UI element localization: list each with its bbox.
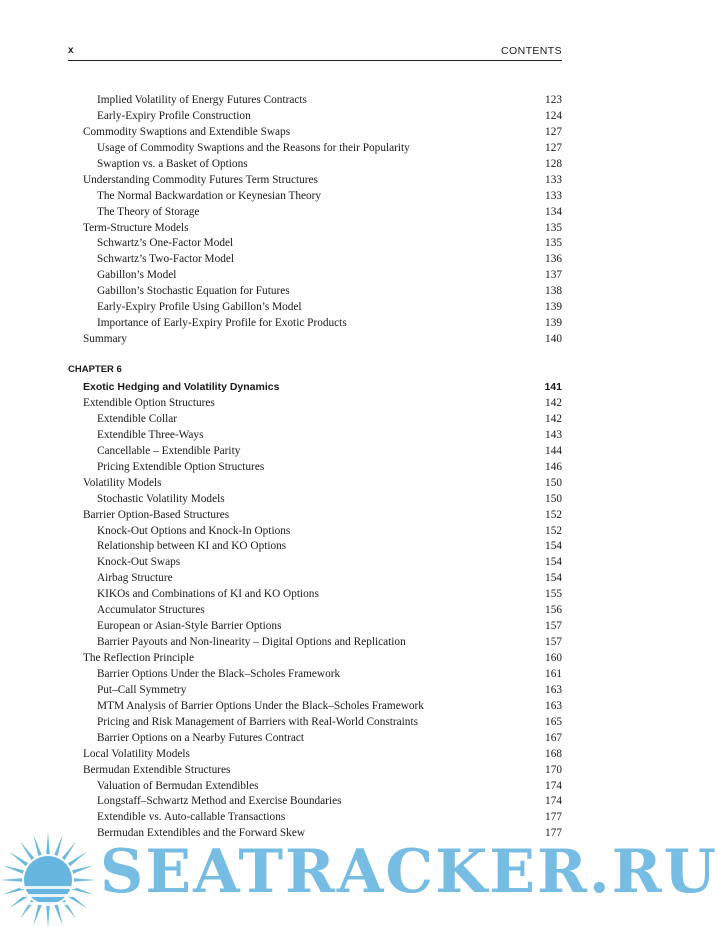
toc-entry-page: 150 — [545, 492, 562, 505]
sun-ray — [46, 906, 50, 927]
toc-entry-title: Bermudan Extendibles and the Forward Skew — [97, 827, 306, 840]
toc-entry-title: Extendible vs. Auto-callable Transactions — [97, 811, 286, 824]
toc-entry-title: Longstaff–Schwartz Method and Exercise Boundaries — [97, 795, 342, 808]
toc-subsection-entry[interactable] — [68, 460, 562, 476]
toc-subsection-entry[interactable] — [68, 635, 562, 651]
toc-entry-page: 135 — [545, 221, 562, 234]
running-title: CONTENTS — [501, 45, 562, 57]
toc-subsection-entry[interactable] — [68, 300, 562, 316]
toc-entry-title: Stochastic Volatility Models — [97, 492, 225, 505]
toc-entry-title: Accumulator Structures — [97, 604, 205, 617]
toc-entry-title: Valuation of Bermudan Extendibles — [97, 779, 259, 792]
toc-entry-title: KIKOs and Combinations of KI and KO Options — [97, 588, 319, 601]
toc-entry-title: Knock-Out Options and Knock-In Options — [97, 524, 291, 537]
toc-entry-page: 127 — [545, 125, 562, 138]
toc-entry-title: Early-Expiry Profile Construction — [97, 109, 251, 122]
toc-entry-title: Schwartz’s Two-Factor Model — [97, 253, 235, 266]
toc-entry-title: The Theory of Storage — [97, 205, 200, 218]
table-of-contents — [68, 93, 562, 842]
toc-subsection-entry[interactable] — [68, 571, 562, 587]
toc-entry-title: Extendible Collar — [97, 412, 177, 425]
toc-entry-page: 163 — [545, 683, 562, 696]
toc-subsection-entry[interactable] — [68, 444, 562, 460]
toc-subsection-entry[interactable] — [68, 667, 562, 683]
toc-section-entry[interactable] — [68, 763, 562, 779]
sun-ray — [2, 865, 24, 874]
toc-subsection-entry[interactable] — [68, 157, 562, 173]
toc-subsection-entry[interactable] — [68, 683, 562, 699]
toc-entry-page: 142 — [545, 397, 562, 409]
toc-entry-page: 144 — [545, 444, 562, 457]
running-header — [68, 44, 562, 61]
toc-subsection-entry[interactable] — [68, 539, 562, 555]
toc-entry-title: Volatility Models — [83, 476, 162, 489]
toc-entry-title: The Normal Backwardation or Keynesian Theory — [97, 189, 322, 202]
toc-entry-title: Commodity Swaptions and Extendible Swaps — [83, 125, 291, 138]
toc-subsection-entry[interactable] — [68, 587, 562, 603]
toc-subsection-entry[interactable] — [68, 428, 562, 444]
toc-subsection-entry[interactable] — [68, 731, 562, 747]
toc-entry-page: 152 — [545, 508, 562, 521]
toc-section-continued — [68, 93, 562, 348]
toc-entry-title: Implied Volatility of Energy Futures Contracts — [97, 94, 307, 106]
toc-entry-page: 139 — [545, 317, 562, 330]
toc-entry-title: Pricing Extendible Option Structures — [97, 460, 265, 473]
toc-entry-title: Understanding Commodity Futures Term Structures — [83, 173, 318, 186]
toc-entry-title: Pricing and Risk Management of Barriers with Real-World Constraints — [97, 715, 418, 728]
sun-ray — [20, 841, 34, 860]
toc-entry-title: Summary — [83, 333, 127, 346]
toc-subsection-entry[interactable] — [68, 189, 562, 205]
sun-ray — [0, 878, 22, 882]
toc-entry-page: 127 — [545, 141, 562, 154]
toc-section-entry[interactable] — [68, 651, 562, 667]
toc-entry-page: 154 — [545, 540, 562, 553]
toc-section-entry[interactable] — [68, 173, 562, 189]
toc-entry-page: 165 — [545, 715, 562, 728]
toc-section-entry[interactable] — [68, 396, 562, 412]
toc-entry-title: European or Asian-Style Barrier Options — [97, 620, 282, 633]
toc-entry-page: 161 — [545, 667, 562, 680]
chapter-page: 141 — [544, 381, 562, 393]
toc-entry-page: 143 — [545, 428, 562, 441]
section-gap — [68, 348, 562, 362]
toc-entry-title: Barrier Option-Based Structures — [83, 508, 230, 521]
toc-entry-page: 177 — [545, 811, 562, 824]
toc-entry-page: 168 — [545, 747, 562, 760]
toc-subsection-entry[interactable] — [68, 555, 562, 571]
toc-entry-title: Swaption vs. a Basket of Options — [97, 157, 248, 170]
toc-entry-page: 135 — [545, 237, 562, 250]
toc-entry-title: Extendible Three-Ways — [97, 428, 204, 441]
toc-entry-page: 157 — [545, 636, 562, 649]
toc-entry-page: 163 — [545, 699, 562, 712]
toc-entry-title: Airbag Structure — [97, 572, 173, 585]
toc-entry-title: Schwartz’s One-Factor Model — [97, 237, 234, 250]
sun-ray — [54, 904, 63, 926]
sun-ray — [74, 878, 96, 882]
toc-entry-page: 133 — [545, 189, 562, 202]
sun-ray — [54, 834, 63, 856]
toc-subsection-entry[interactable] — [68, 316, 562, 332]
toc-subsection-entry[interactable] — [68, 252, 562, 268]
toc-entry-title: Early-Expiry Profile Using Gabillon’s Model — [97, 301, 302, 314]
toc-entry-page: 124 — [545, 109, 562, 122]
toc-entry-title: Barrier Payouts and Non-linearity – Digital Options and Replication — [97, 636, 406, 649]
toc-entry-title: Local Volatility Models — [83, 747, 190, 760]
toc-subsection-entry[interactable] — [68, 236, 562, 252]
toc-subsection-entry[interactable] — [68, 699, 562, 715]
toc-section-entry[interactable] — [68, 747, 562, 763]
chapter-title-row[interactable] — [68, 378, 562, 396]
toc-entry-page: 167 — [545, 731, 562, 744]
sun-ray — [9, 852, 28, 866]
toc-entry-title: The Reflection Principle — [83, 652, 195, 664]
toc-entry-title: Extendible Option Structures — [83, 397, 215, 409]
toc-entry-page: 174 — [545, 779, 562, 792]
toc-entry-title: Put–Call Symmetry — [97, 683, 187, 696]
chapter-title: Exotic Hedging and Volatility Dynamics — [83, 381, 280, 393]
toc-entry-page: 136 — [545, 253, 562, 266]
toc-entry-page: 155 — [545, 588, 562, 601]
toc-entry-title: Barrier Options Under the Black–Scholes Framework — [97, 667, 341, 680]
toc-subsection-entry[interactable] — [68, 141, 562, 157]
sun-ray — [46, 832, 50, 854]
toc-subsection-entry[interactable] — [68, 412, 562, 428]
toc-entry-page: 156 — [545, 604, 562, 617]
toc-subsection-entry[interactable] — [68, 603, 562, 619]
toc-entry-page: 174 — [545, 795, 562, 808]
toc-entry-page: 177 — [545, 827, 562, 840]
toc-subsection-entry[interactable] — [68, 109, 562, 125]
toc-entry-page: 138 — [545, 285, 562, 298]
toc-entry-page: 152 — [545, 524, 562, 537]
toc-entry-title: Gabillon’s Model — [97, 269, 177, 282]
toc-entry-page: 134 — [545, 205, 562, 218]
toc-entry-page: 154 — [545, 572, 562, 585]
toc-entry-title: Importance of Early-Expiry Profile for Exotic Products — [97, 317, 347, 330]
toc-subsection-entry[interactable] — [68, 779, 562, 795]
toc-subsection-entry[interactable] — [68, 715, 562, 731]
toc-entry-page: 133 — [545, 173, 562, 186]
toc-entry-title: Cancellable – Extendible Parity — [97, 444, 241, 457]
toc-subsection-entry[interactable] — [68, 268, 562, 284]
toc-subsection-entry[interactable] — [68, 93, 562, 109]
sun-ray — [62, 841, 76, 860]
toc-subsection-entry[interactable] — [68, 284, 562, 300]
toc-entry-page: 170 — [545, 763, 562, 776]
toc-entry-page: 137 — [545, 269, 562, 282]
toc-entry-page: 146 — [545, 460, 562, 473]
toc-entry-page: 157 — [545, 620, 562, 633]
toc-subsection-entry[interactable] — [68, 794, 562, 810]
toc-entry-title: Relationship between KI and KO Options — [97, 540, 287, 553]
sun-ray — [68, 852, 87, 866]
toc-section-entry[interactable] — [68, 476, 562, 492]
toc-section-entry[interactable] — [68, 508, 562, 524]
toc-entry-title: Bermudan Extendible Structures — [83, 763, 231, 776]
toc-section-entry[interactable] — [68, 221, 562, 237]
toc-subsection-entry[interactable] — [68, 492, 562, 508]
toc-section-entry[interactable] — [68, 332, 562, 348]
page-number: x — [68, 45, 74, 56]
toc-subsection-entry[interactable] — [68, 524, 562, 540]
sun-ray — [33, 834, 42, 856]
toc-entry-page: 142 — [545, 412, 562, 425]
toc-entry-title: Usage of Commodity Swaptions and the Reasons for their Popularity — [97, 141, 410, 154]
chapter-label: CHAPTER 6 — [68, 364, 122, 375]
toc-entry-title: Term-Structure Models — [83, 221, 189, 234]
toc-entry-page: 160 — [545, 652, 562, 664]
toc-entry-page: 150 — [545, 476, 562, 489]
toc-entry-title: Knock-Out Swaps — [97, 556, 181, 569]
toc-entry-page: 154 — [545, 556, 562, 569]
sun-ray — [33, 904, 42, 926]
toc-section-entry[interactable] — [68, 125, 562, 141]
toc-entry-title: MTM Analysis of Barrier Options Under the Black–Scholes Framework — [97, 699, 424, 712]
toc-entry-page: 123 — [545, 94, 562, 106]
watermark-text: SEATRACKER.RU — [100, 837, 718, 907]
toc-subsection-entry[interactable] — [68, 619, 562, 635]
sun-ray — [72, 865, 94, 874]
toc-section-chapter-6 — [68, 396, 562, 842]
toc-entry-title: Barrier Options on a Nearby Futures Contract — [97, 731, 305, 744]
toc-subsection-entry[interactable] — [68, 205, 562, 221]
toc-entry-page: 139 — [545, 301, 562, 314]
toc-entry-page: 128 — [545, 157, 562, 170]
toc-entry-page: 140 — [545, 333, 562, 346]
toc-entry-title: Gabillon’s Stochastic Equation for Futures — [97, 285, 290, 298]
